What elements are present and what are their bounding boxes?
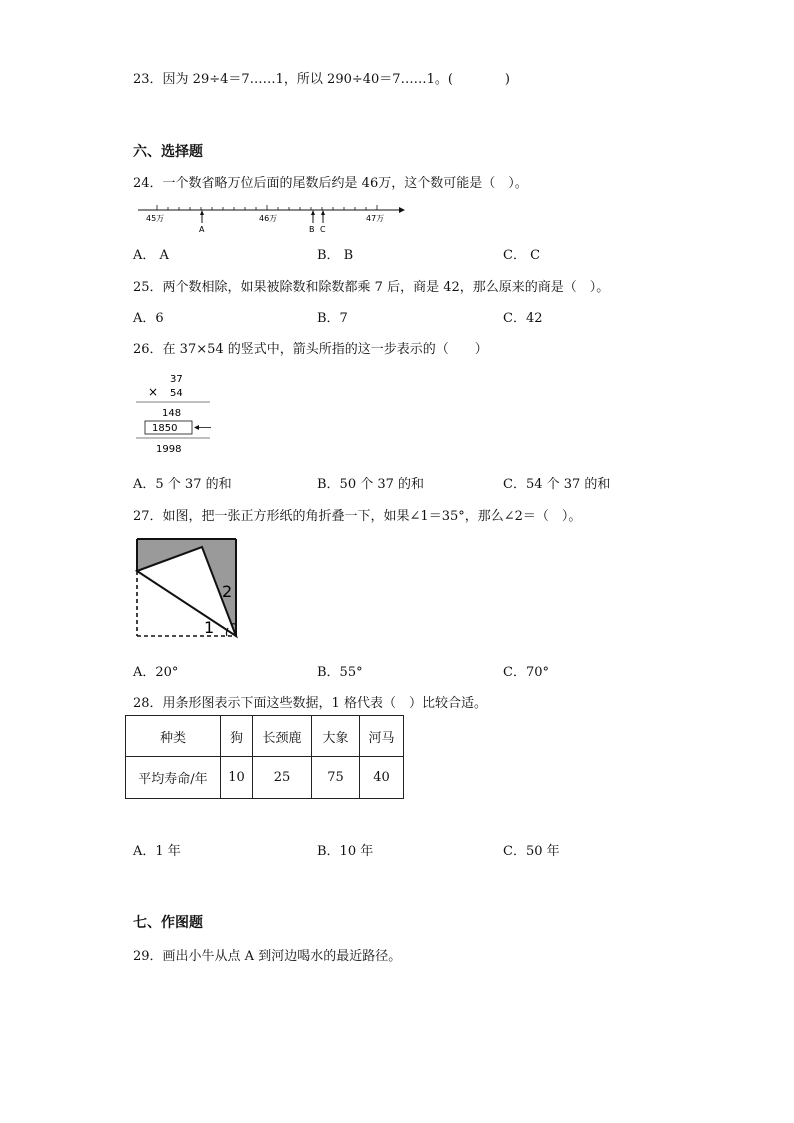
number-line-arrowhead <box>399 207 405 213</box>
table-cell: 种类 <box>126 716 221 757</box>
question-27: 27．如图，把一张正方形纸的角折叠一下，如果∠1＝35°，那么∠2＝（ ）。 <box>133 509 582 524</box>
partial-product-2: 1850 <box>152 423 178 434</box>
angle-1-arc <box>226 628 228 636</box>
q24-option-c[interactable]: C． C <box>503 248 541 263</box>
q27-option-b[interactable]: B．55° <box>317 665 363 680</box>
table-cell: 平均寿命/年 <box>126 757 221 799</box>
tick-label-47: 47万 <box>366 214 385 223</box>
question-26: 26．在 37×54 的竖式中，箭头所指的这一步表示的（ ） <box>133 342 488 357</box>
q25-option-c[interactable]: C．42 <box>503 311 543 326</box>
partial-product-1: 148 <box>162 408 182 419</box>
table-row <box>126 757 404 799</box>
question-28: 28．用条形图表示下面这些数据，1 格代表（ ）比较合适。 <box>133 696 487 711</box>
table-cell: 大象 <box>312 716 360 757</box>
q28-option-a[interactable]: A．1 年 <box>133 844 181 859</box>
question-25: 25．两个数相除，如果被除数和除数都乘 7 后，商是 42，那么原来的商是（ ）。 <box>133 280 610 295</box>
q24-option-a[interactable]: A． A <box>133 248 169 263</box>
q25-option-b[interactable]: B．7 <box>317 311 348 326</box>
tick-label-46: 46万 <box>259 214 278 223</box>
times-sign: × <box>148 385 159 399</box>
angle-1-label: 1 <box>204 618 215 637</box>
point-a-label: A <box>199 225 205 234</box>
q26-option-b[interactable]: B．50 个 37 的和 <box>317 477 425 492</box>
number-line-figure <box>133 197 413 237</box>
multiplier: 54 <box>170 388 183 399</box>
point-b-label: B <box>309 225 315 234</box>
point-c-label: C <box>320 225 326 234</box>
q28-option-b[interactable]: B．10 年 <box>317 844 374 859</box>
table-cell: 河马 <box>360 716 404 757</box>
table-cell: 长颈鹿 <box>253 716 312 757</box>
number-line-ticks <box>157 205 377 210</box>
table-cell: 25 <box>253 757 312 799</box>
table-cell: 75 <box>312 757 360 799</box>
section-title-choice: 六、选择题 <box>133 144 203 160</box>
q26-option-a[interactable]: A．5 个 37 的和 <box>133 477 232 492</box>
table-header-row <box>126 716 404 757</box>
multiplicand: 37 <box>170 374 183 385</box>
table-cell: 10 <box>221 757 253 799</box>
q27-option-c[interactable]: C．70° <box>503 665 549 680</box>
table-cell: 狗 <box>221 716 253 757</box>
table-cell: 40 <box>360 757 404 799</box>
q27-option-a[interactable]: A．20° <box>133 665 179 680</box>
q28-option-c[interactable]: C．50 年 <box>503 844 560 859</box>
question-24: 24．一个数省略万位后面的尾数后约是 46万，这个数可能是（ ）。 <box>133 176 528 191</box>
section-title-drawing: 七、作图题 <box>133 915 203 931</box>
question-23: 23．因为 29÷4＝7……1，所以 290÷40＝7……1。( ) <box>133 72 510 87</box>
q24-option-b[interactable]: B． B <box>317 248 354 263</box>
lifespan-table <box>125 715 404 799</box>
vertical-multiplication-figure <box>136 370 216 458</box>
folded-square-figure <box>134 536 242 640</box>
tick-label-45: 45万 <box>146 214 165 223</box>
question-29: 29．画出小牛从点 A 到河边喝水的最近路径。 <box>133 949 402 964</box>
angle-2-label: 2 <box>222 582 233 601</box>
q26-option-c[interactable]: C．54 个 37 的和 <box>503 477 611 492</box>
final-product: 1998 <box>156 444 182 455</box>
q25-option-a[interactable]: A．6 <box>133 311 164 326</box>
